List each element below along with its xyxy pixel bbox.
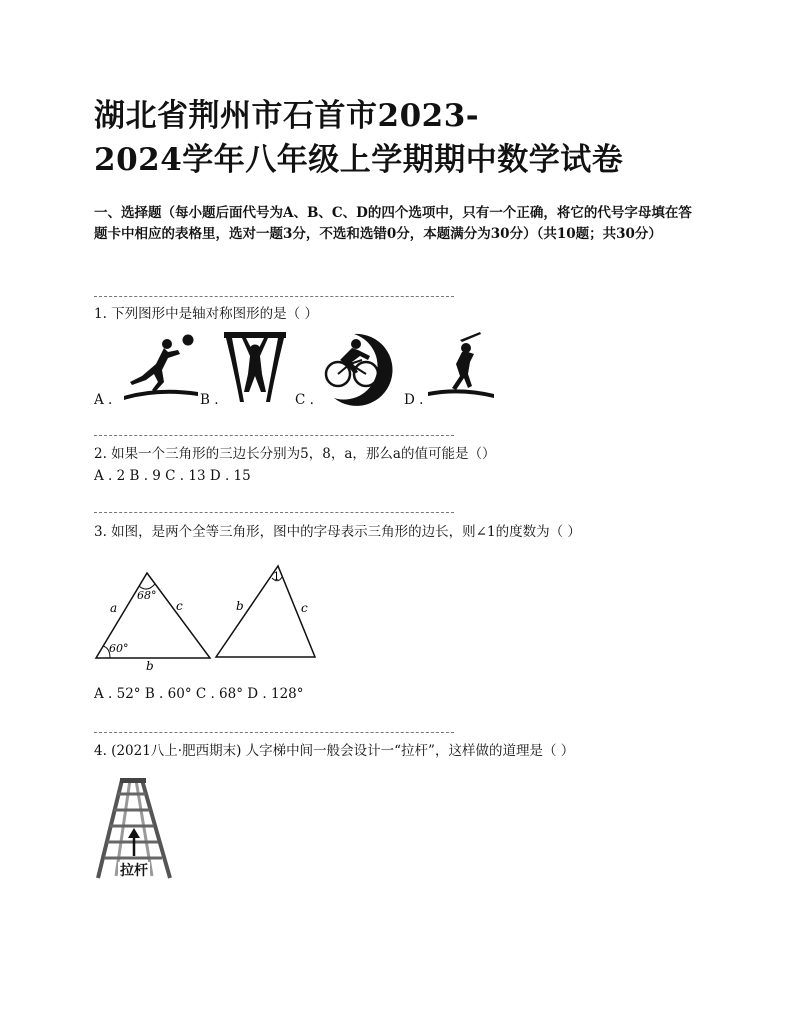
t1-side-b: b bbox=[146, 659, 154, 673]
doc-title-line1: 湖北省荆州市石首市2023- bbox=[94, 98, 480, 134]
question-3-text: 3. 如图，是两个全等三角形，图中的字母表示三角形的边长，则∠1的度数为（ ） bbox=[94, 524, 581, 540]
golfer-icon bbox=[424, 330, 500, 402]
congruent-triangles-figure bbox=[90, 560, 330, 675]
doc-title-line2: 2024学年八年级上学期期中数学试卷 bbox=[94, 142, 624, 178]
question-1-text: 1. 下列图形中是轴对称图形的是（ ） bbox=[94, 306, 318, 322]
question-3-options: A . 52° B . 60° C . 68° D . 128° bbox=[94, 686, 304, 702]
ladder-rod-label: 拉杆 bbox=[120, 863, 148, 879]
t1-left-angle: 60° bbox=[109, 642, 129, 655]
t2-angle: 1 bbox=[273, 570, 280, 583]
cyclist-icon bbox=[314, 330, 406, 406]
section-heading: 一、选择题（每小题后面代号为A、B、C、D的四个选项中，只有一个正确，将它的代号字母填在答题卡中相应的表格里，选对一题3分，不选和选错0分，本题满分为30分）（共10题；共30分） bbox=[94, 205, 692, 242]
t1-side-c: c bbox=[176, 599, 183, 613]
question-4-text: 4. (2021八上·肥西期末) 人字梯中间一般会设计一“拉杆”，这样做的道理是（ ） bbox=[94, 743, 575, 759]
question-2-text: 2. 如果一个三角形的三边长分别为5，8，a，那么a的值可能是（） bbox=[94, 446, 496, 462]
t2-side-b: b bbox=[236, 599, 244, 613]
divider bbox=[94, 296, 454, 297]
t1-side-a: a bbox=[110, 601, 118, 615]
q1-option-d-label: D . bbox=[404, 392, 424, 408]
divider bbox=[94, 732, 454, 733]
q1-option-c-label: C . bbox=[295, 392, 314, 408]
divider bbox=[94, 435, 454, 436]
q1-option-a-label: A . bbox=[94, 392, 113, 408]
weightlifter-icon bbox=[220, 330, 292, 406]
divider bbox=[94, 512, 454, 513]
volleyball-player-icon bbox=[118, 330, 200, 402]
q1-option-b-label: B . bbox=[200, 392, 219, 408]
t2-side-c: c bbox=[301, 601, 308, 615]
question-2-options: A . 2 B . 9 C . 13 D . 15 bbox=[94, 468, 251, 484]
t1-top-angle: 68° bbox=[137, 589, 157, 602]
